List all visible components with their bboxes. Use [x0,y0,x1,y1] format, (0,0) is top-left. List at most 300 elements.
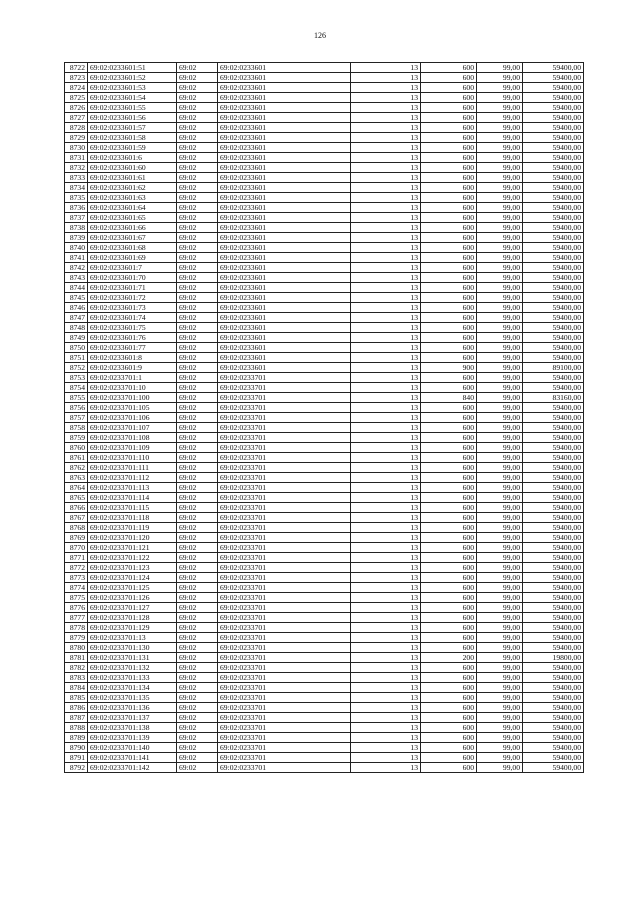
cadastral-number-cell: 69:02:0233701:141 [88,753,177,763]
value-cell: 59400,00 [523,703,584,713]
row-number-cell: 8783 [65,673,88,683]
value-cell: 59400,00 [523,513,584,523]
cadastral-quarter-cell: 69:02:0233701 [218,633,351,643]
value-cell: 59400,00 [523,763,584,773]
row-number-cell: 8725 [65,93,88,103]
rate-cell: 99,00 [477,313,523,323]
row-number-cell: 8728 [65,123,88,133]
cadastral-number-cell: 69:02:0233601:75 [88,323,177,333]
cadastral-number-cell: 69:02:0233601:57 [88,123,177,133]
cadastral-quarter-cell: 69:02:0233701 [218,493,351,503]
rate-cell: 99,00 [477,443,523,453]
row-number-cell: 8738 [65,223,88,233]
value-cell: 59400,00 [523,63,584,73]
rate-cell: 99,00 [477,173,523,183]
area-cell: 600 [421,423,477,433]
category-code-cell: 13 [351,203,421,213]
value-cell: 59400,00 [523,663,584,673]
table-row [65,83,584,93]
area-cell: 600 [421,83,477,93]
cadastral-quarter-cell: 69:02:0233701 [218,383,351,393]
rate-cell: 99,00 [477,153,523,163]
category-code-cell: 13 [351,653,421,663]
cadastral-number-cell: 69:02:0233701:123 [88,563,177,573]
rate-cell: 99,00 [477,633,523,643]
district-code-cell: 69:02 [177,403,218,413]
area-cell: 600 [421,383,477,393]
district-code-cell: 69:02 [177,743,218,753]
table-row [65,123,584,133]
value-cell: 59400,00 [523,263,584,273]
row-number-cell: 8758 [65,423,88,433]
cadastral-number-cell: 69:02:0233701:115 [88,503,177,513]
row-number-cell: 8739 [65,233,88,243]
category-code-cell: 13 [351,373,421,383]
cadastral-number-cell: 69:02:0233601:56 [88,113,177,123]
district-code-cell: 69:02 [177,723,218,733]
table-row [65,383,584,393]
rate-cell: 99,00 [477,113,523,123]
value-cell: 59400,00 [523,193,584,203]
table-row [65,163,584,173]
cadastral-quarter-cell: 69:02:0233701 [218,453,351,463]
cadastral-number-cell: 69:02:0233701:120 [88,533,177,543]
cadastral-quarter-cell: 69:02:0233701 [218,403,351,413]
cadastral-number-cell: 69:02:0233701:110 [88,453,177,463]
rate-cell: 99,00 [477,573,523,583]
district-code-cell: 69:02 [177,523,218,533]
category-code-cell: 13 [351,363,421,373]
area-cell: 200 [421,653,477,663]
district-code-cell: 69:02 [177,113,218,123]
value-cell: 19800,00 [523,653,584,663]
category-code-cell: 13 [351,353,421,363]
district-code-cell: 69:02 [177,333,218,343]
district-code-cell: 69:02 [177,443,218,453]
cadastral-number-cell: 69:02:0233601:64 [88,203,177,213]
area-cell: 600 [421,493,477,503]
area-cell: 600 [421,463,477,473]
rate-cell: 99,00 [477,723,523,733]
category-code-cell: 13 [351,183,421,193]
cadastral-quarter-cell: 69:02:0233701 [218,673,351,683]
category-code-cell: 13 [351,493,421,503]
category-code-cell: 13 [351,123,421,133]
table-row [65,273,584,283]
cadastral-quarter-cell: 69:02:0233701 [218,483,351,493]
cadastral-number-cell: 69:02:0233701:142 [88,763,177,773]
cadastral-quarter-cell: 69:02:0233701 [218,753,351,763]
row-number-cell: 8780 [65,643,88,653]
cadastral-quarter-cell: 69:02:0233701 [218,393,351,403]
area-cell: 600 [421,703,477,713]
cadastral-quarter-cell: 69:02:0233701 [218,663,351,673]
cadastral-number-cell: 69:02:0233701:109 [88,443,177,453]
area-cell: 600 [421,93,477,103]
value-cell: 59400,00 [523,503,584,513]
row-number-cell: 8769 [65,533,88,543]
table-row [65,613,584,623]
value-cell: 59400,00 [523,273,584,283]
table-row [65,733,584,743]
area-cell: 600 [421,283,477,293]
cadastral-quarter-cell: 69:02:0233601 [218,223,351,233]
cadastral-quarter-cell: 69:02:0233601 [218,303,351,313]
district-code-cell: 69:02 [177,633,218,643]
cadastral-number-cell: 69:02:0233701:107 [88,423,177,433]
cadastral-number-cell: 69:02:0233601:61 [88,173,177,183]
district-code-cell: 69:02 [177,763,218,773]
category-code-cell: 13 [351,163,421,173]
row-number-cell: 8726 [65,103,88,113]
cadastral-number-cell: 69:02:0233601:66 [88,223,177,233]
cadastral-number-cell: 69:02:0233701:139 [88,733,177,743]
rate-cell: 99,00 [477,383,523,393]
category-code-cell: 13 [351,93,421,103]
cadastral-number-cell: 69:02:0233601:60 [88,163,177,173]
cadastral-quarter-cell: 69:02:0233601 [218,93,351,103]
cadastral-quarter-cell: 69:02:0233601 [218,143,351,153]
rate-cell: 99,00 [477,93,523,103]
row-number-cell: 8735 [65,193,88,203]
cadastral-number-cell: 69:02:0233701:122 [88,553,177,563]
category-code-cell: 13 [351,133,421,143]
value-cell: 59400,00 [523,563,584,573]
row-number-cell: 8752 [65,363,88,373]
value-cell: 59400,00 [523,483,584,493]
rate-cell: 99,00 [477,693,523,703]
value-cell: 59400,00 [523,533,584,543]
district-code-cell: 69:02 [177,163,218,173]
cadastral-number-cell: 69:02:0233601:67 [88,233,177,243]
row-number-cell: 8791 [65,753,88,763]
rate-cell: 99,00 [477,133,523,143]
district-code-cell: 69:02 [177,183,218,193]
category-code-cell: 13 [351,703,421,713]
category-code-cell: 13 [351,463,421,473]
cadastral-quarter-cell: 69:02:0233601 [218,363,351,373]
rate-cell: 99,00 [477,193,523,203]
table-row [65,403,584,413]
value-cell: 59400,00 [523,83,584,93]
district-code-cell: 69:02 [177,373,218,383]
row-number-cell: 8784 [65,683,88,693]
rate-cell: 99,00 [477,393,523,403]
category-code-cell: 13 [351,293,421,303]
cadastral-number-cell: 69:02:0233701:138 [88,723,177,733]
table-row [65,573,584,583]
table-row [65,143,584,153]
area-cell: 600 [421,663,477,673]
category-code-cell: 13 [351,73,421,83]
cadastral-quarter-cell: 69:02:0233601 [218,153,351,163]
land-plot-table [64,62,584,773]
value-cell: 59400,00 [523,383,584,393]
cadastral-quarter-cell: 69:02:0233601 [218,293,351,303]
row-number-cell: 8764 [65,483,88,493]
rate-cell: 99,00 [477,453,523,463]
area-cell: 600 [421,553,477,563]
table-row [65,303,584,313]
value-cell: 59400,00 [523,143,584,153]
value-cell: 59400,00 [523,153,584,163]
area-cell: 600 [421,353,477,363]
value-cell: 59400,00 [523,723,584,733]
district-code-cell: 69:02 [177,353,218,363]
value-cell: 59400,00 [523,373,584,383]
district-code-cell: 69:02 [177,583,218,593]
cadastral-quarter-cell: 69:02:0233701 [218,573,351,583]
area-cell: 600 [421,623,477,633]
area-cell: 600 [421,483,477,493]
area-cell: 600 [421,643,477,653]
value-cell: 59400,00 [523,603,584,613]
rate-cell: 99,00 [477,623,523,633]
table-body [65,63,584,773]
table-row [65,473,584,483]
district-code-cell: 69:02 [177,423,218,433]
cadastral-number-cell: 69:02:0233701:106 [88,413,177,423]
value-cell: 59400,00 [523,333,584,343]
category-code-cell: 13 [351,623,421,633]
category-code-cell: 13 [351,103,421,113]
district-code-cell: 69:02 [177,143,218,153]
cadastral-quarter-cell: 69:02:0233701 [218,443,351,453]
page-number: 126 [314,31,326,40]
cadastral-number-cell: 69:02:0233601:54 [88,93,177,103]
row-number-cell: 8790 [65,743,88,753]
rate-cell: 99,00 [477,683,523,693]
area-cell: 600 [421,163,477,173]
area-cell: 600 [421,693,477,703]
district-code-cell: 69:02 [177,613,218,623]
category-code-cell: 13 [351,303,421,313]
cadastral-quarter-cell: 69:02:0233701 [218,433,351,443]
row-number-cell: 8740 [65,243,88,253]
row-number-cell: 8779 [65,633,88,643]
rate-cell: 99,00 [477,763,523,773]
rate-cell: 99,00 [477,593,523,603]
table-row [65,103,584,113]
table-row [65,513,584,523]
area-cell: 600 [421,713,477,723]
cadastral-number-cell: 69:02:0233601:8 [88,353,177,363]
rate-cell: 99,00 [477,513,523,523]
cadastral-quarter-cell: 69:02:0233601 [218,213,351,223]
value-cell: 59400,00 [523,313,584,323]
row-number-cell: 8760 [65,443,88,453]
cadastral-quarter-cell: 69:02:0233701 [218,593,351,603]
row-number-cell: 8767 [65,513,88,523]
district-code-cell: 69:02 [177,203,218,213]
rate-cell: 99,00 [477,533,523,543]
area-cell: 600 [421,603,477,613]
district-code-cell: 69:02 [177,703,218,713]
district-code-cell: 69:02 [177,653,218,663]
table-row [65,633,584,643]
table-row [65,433,584,443]
cadastral-quarter-cell: 69:02:0233601 [218,183,351,193]
cadastral-number-cell: 69:02:0233701:133 [88,673,177,683]
rate-cell: 99,00 [477,263,523,273]
value-cell: 59400,00 [523,283,584,293]
cadastral-number-cell: 69:02:0233701:119 [88,523,177,533]
row-number-cell: 8750 [65,343,88,353]
cadastral-number-cell: 69:02:0233601:65 [88,213,177,223]
row-number-cell: 8792 [65,763,88,773]
cadastral-number-cell: 69:02:0233701:1 [88,373,177,383]
rate-cell: 99,00 [477,643,523,653]
row-number-cell: 8785 [65,693,88,703]
category-code-cell: 13 [351,603,421,613]
cadastral-quarter-cell: 69:02:0233701 [218,613,351,623]
cadastral-number-cell: 69:02:0233701:125 [88,583,177,593]
category-code-cell: 13 [351,453,421,463]
value-cell: 59400,00 [523,643,584,653]
row-number-cell: 8753 [65,373,88,383]
category-code-cell: 13 [351,63,421,73]
rate-cell: 99,00 [477,483,523,493]
category-code-cell: 13 [351,573,421,583]
cadastral-number-cell: 69:02:0233701:127 [88,603,177,613]
row-number-cell: 8757 [65,413,88,423]
value-cell: 59400,00 [523,463,584,473]
rate-cell: 99,00 [477,83,523,93]
area-cell: 600 [421,333,477,343]
rate-cell: 99,00 [477,413,523,423]
area-cell: 900 [421,363,477,373]
rate-cell: 99,00 [477,73,523,83]
cadastral-quarter-cell: 69:02:0233601 [218,73,351,83]
table-row [65,703,584,713]
value-cell: 59400,00 [523,303,584,313]
rate-cell: 99,00 [477,243,523,253]
cadastral-number-cell: 69:02:0233601:51 [88,63,177,73]
category-code-cell: 13 [351,253,421,263]
cadastral-number-cell: 69:02:0233601:6 [88,153,177,163]
cadastral-quarter-cell: 69:02:0233601 [218,263,351,273]
table-row [65,73,584,83]
rate-cell: 99,00 [477,463,523,473]
category-code-cell: 13 [351,483,421,493]
cadastral-quarter-cell: 69:02:0233601 [218,313,351,323]
rate-cell: 99,00 [477,473,523,483]
value-cell: 59400,00 [523,243,584,253]
table-row [65,353,584,363]
cadastral-number-cell: 69:02:0233701:118 [88,513,177,523]
category-code-cell: 13 [351,593,421,603]
row-number-cell: 8782 [65,663,88,673]
cadastral-number-cell: 69:02:0233701:10 [88,383,177,393]
value-cell: 59400,00 [523,673,584,683]
table-row [65,223,584,233]
area-cell: 600 [421,583,477,593]
category-code-cell: 13 [351,673,421,683]
area-cell: 600 [421,453,477,463]
district-code-cell: 69:02 [177,563,218,573]
area-cell: 600 [421,253,477,263]
cadastral-number-cell: 69:02:0233601:73 [88,303,177,313]
row-number-cell: 8748 [65,323,88,333]
district-code-cell: 69:02 [177,283,218,293]
category-code-cell: 13 [351,283,421,293]
area-cell: 600 [421,303,477,313]
cadastral-number-cell: 69:02:0233601:68 [88,243,177,253]
cadastral-quarter-cell: 69:02:0233601 [218,273,351,283]
district-code-cell: 69:02 [177,573,218,583]
table-row [65,753,584,763]
rate-cell: 99,00 [477,283,523,293]
district-code-cell: 69:02 [177,693,218,703]
table-row [65,373,584,383]
value-cell: 59400,00 [523,203,584,213]
cadastral-quarter-cell: 69:02:0233601 [218,203,351,213]
district-code-cell: 69:02 [177,63,218,73]
category-code-cell: 13 [351,343,421,353]
row-number-cell: 8781 [65,653,88,663]
value-cell: 59400,00 [523,443,584,453]
row-number-cell: 8743 [65,273,88,283]
rate-cell: 99,00 [477,703,523,713]
cadastral-number-cell: 69:02:0233601:74 [88,313,177,323]
area-cell: 600 [421,763,477,773]
table-row [65,563,584,573]
row-number-cell: 8778 [65,623,88,633]
district-code-cell: 69:02 [177,713,218,723]
cadastral-number-cell: 69:02:0233701:100 [88,393,177,403]
district-code-cell: 69:02 [177,553,218,563]
value-cell: 59400,00 [523,233,584,243]
rate-cell: 99,00 [477,63,523,73]
table-row [65,583,584,593]
table-row [65,63,584,73]
district-code-cell: 69:02 [177,303,218,313]
cadastral-number-cell: 69:02:0233701:108 [88,433,177,443]
value-cell: 59400,00 [523,173,584,183]
table-row [65,673,584,683]
area-cell: 600 [421,543,477,553]
category-code-cell: 13 [351,553,421,563]
value-cell: 59400,00 [523,323,584,333]
area-cell: 600 [421,63,477,73]
district-code-cell: 69:02 [177,123,218,133]
cadastral-number-cell: 69:02:0233701:126 [88,593,177,603]
table-row [65,203,584,213]
district-code-cell: 69:02 [177,663,218,673]
area-cell: 600 [421,753,477,763]
row-number-cell: 8731 [65,153,88,163]
row-number-cell: 8788 [65,723,88,733]
rate-cell: 99,00 [477,353,523,363]
area-cell: 600 [421,223,477,233]
value-cell: 59400,00 [523,293,584,303]
table-row [65,113,584,123]
value-cell: 59400,00 [523,733,584,743]
cadastral-number-cell: 69:02:0233701:137 [88,713,177,723]
value-cell: 59400,00 [523,93,584,103]
area-cell: 600 [421,313,477,323]
cadastral-number-cell: 69:02:0233701:124 [88,573,177,583]
category-code-cell: 13 [351,213,421,223]
district-code-cell: 69:02 [177,433,218,443]
table-row [65,743,584,753]
table-row [65,523,584,533]
category-code-cell: 13 [351,543,421,553]
row-number-cell: 8723 [65,73,88,83]
value-cell: 59400,00 [523,583,584,593]
table-row [65,463,584,473]
row-number-cell: 8727 [65,113,88,123]
